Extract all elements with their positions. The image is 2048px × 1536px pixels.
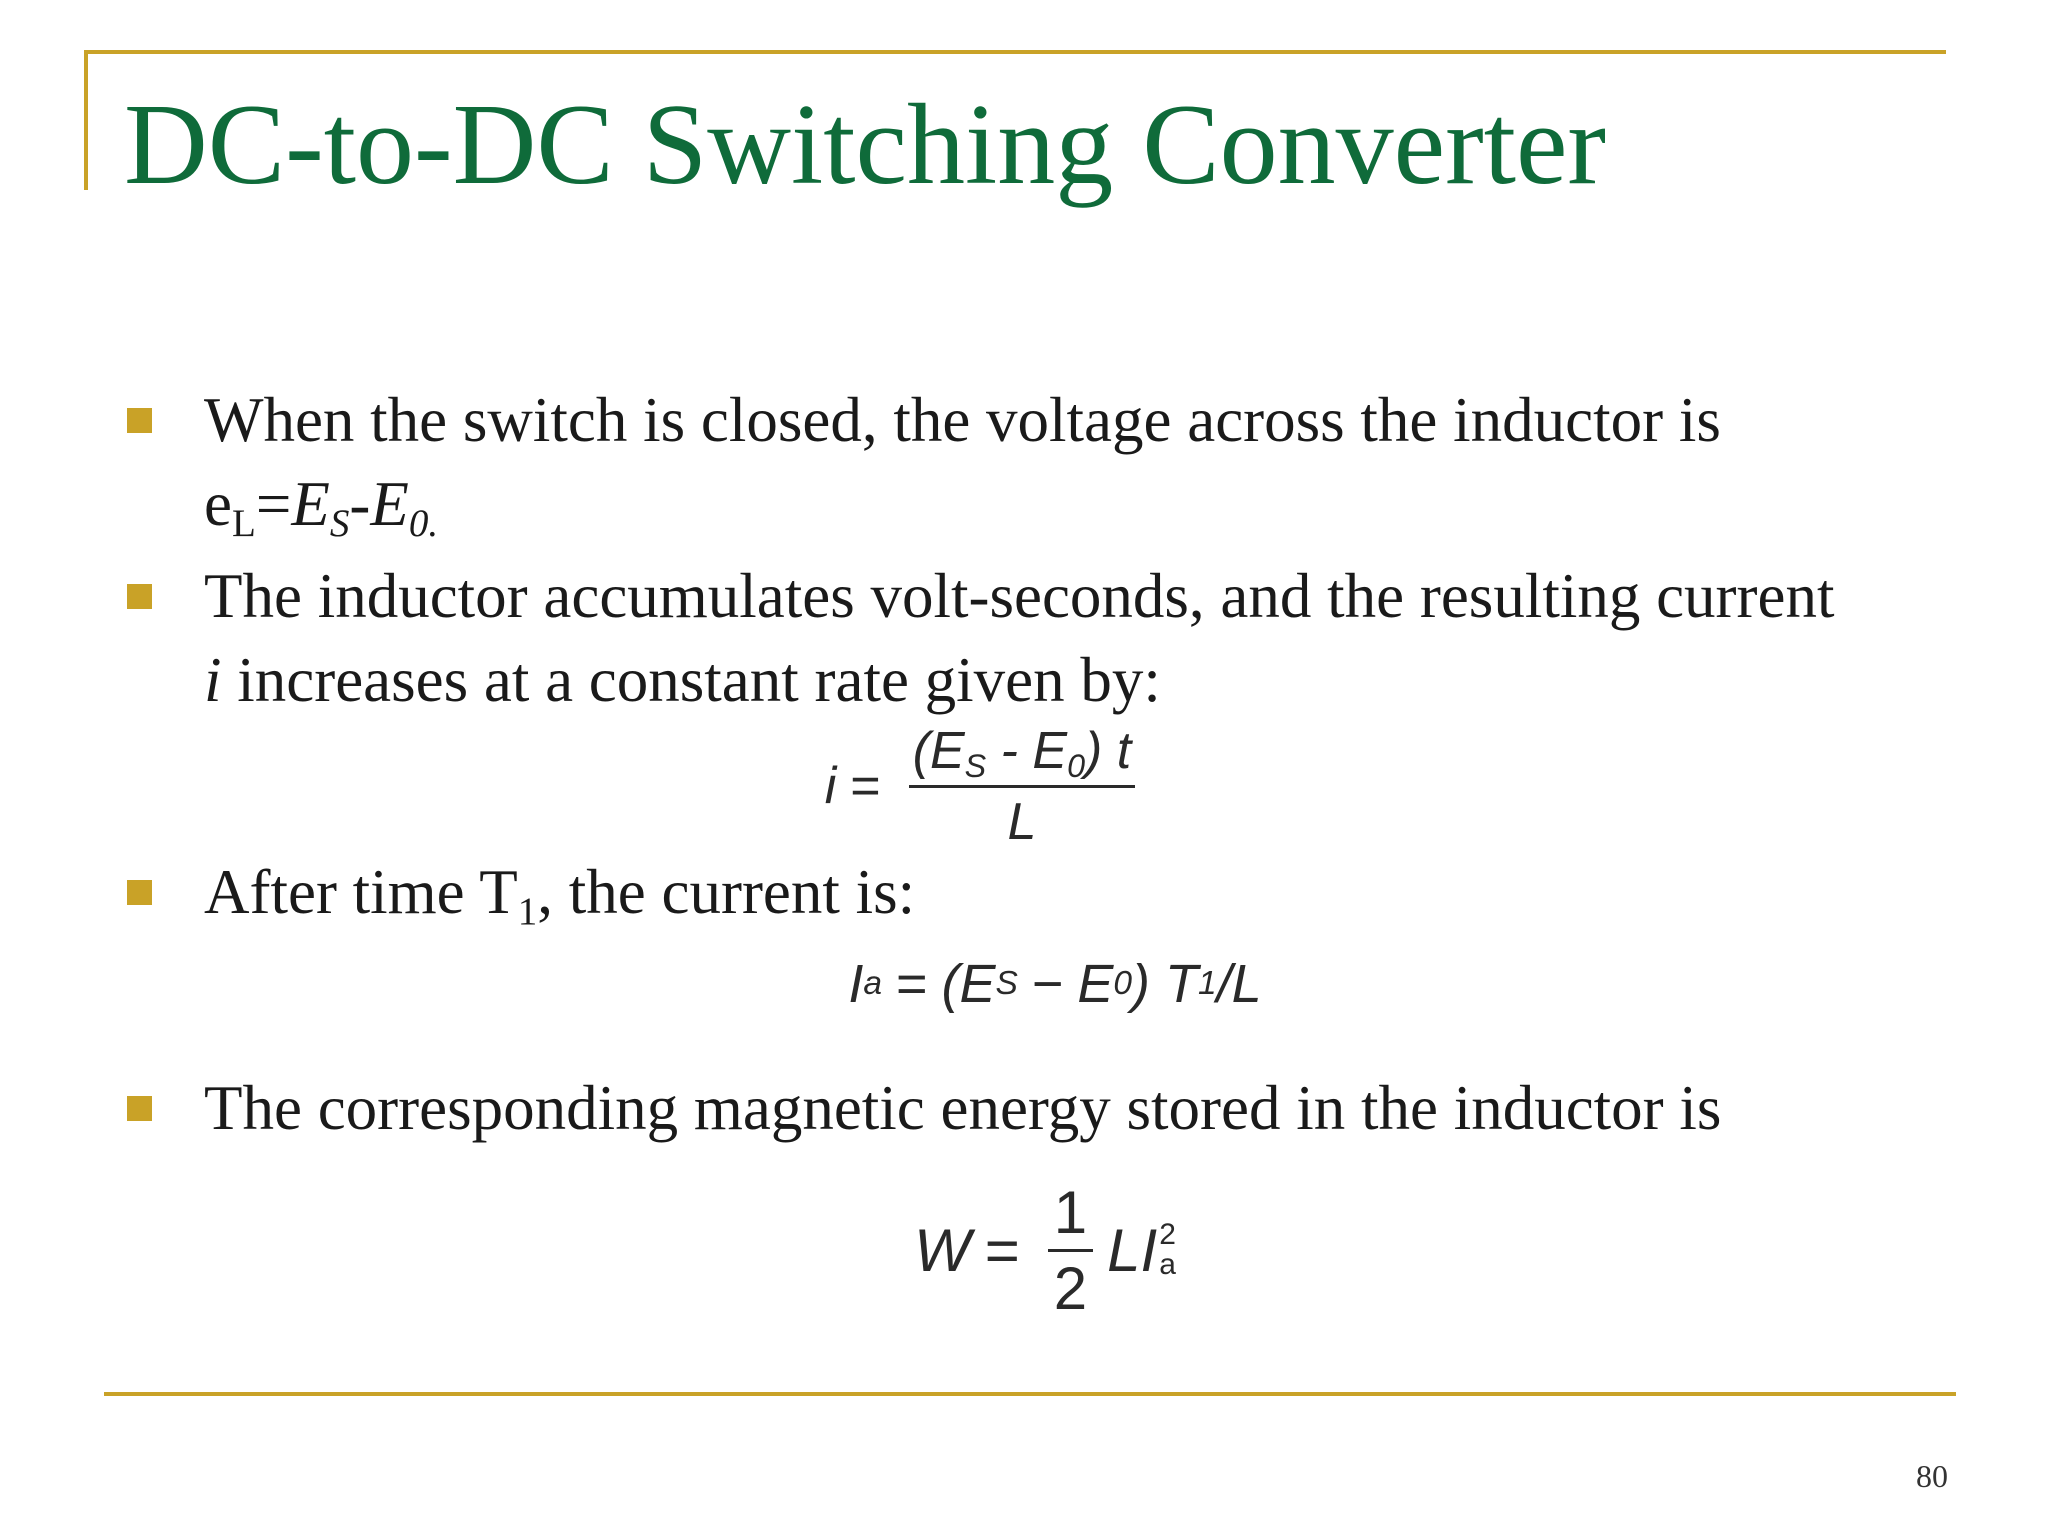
bullet-square-icon [127, 1096, 152, 1121]
peak-current-equation: I a = (E S − E 0 ) T 1 /L [848, 954, 1262, 1014]
bullet-text: increases at a constant rate given by: [237, 645, 1161, 715]
current-rate-equation: i = $\frac{(E_S - E_0) t}{L}$ [14, 722, 1946, 850]
bottom-rule [104, 1392, 1956, 1396]
magnetic-energy-equation: W = $\frac{1}{2}$ LI 2 a [914, 1178, 1176, 1322]
bullet-item [124, 378, 1946, 546]
current-variable: i [204, 645, 222, 715]
bullet-item [124, 554, 1946, 722]
slide-title: DC-to-DC Switching Converter [124, 81, 1607, 209]
bullet-text: After time T [204, 857, 518, 927]
bullet-item: After time $T_1$, the current is: [124, 850, 1946, 934]
inductor-voltage-formula: $e_L=E_S-E_{0.}$ [204, 469, 439, 545]
bullet-text: The inductor accumulates volt-seconds, and the resulting current [204, 561, 1835, 631]
bullet-text: The corresponding magnetic energy stored in the inductor is [204, 1073, 1722, 1143]
page-number: 80 [1916, 1458, 1948, 1494]
left-rule [84, 50, 88, 190]
fraction: $\frac{1}{2}$ [1048, 1178, 1093, 1323]
bullet-square-icon [127, 408, 152, 433]
bullet-square-icon [127, 880, 152, 905]
bullet-text: , the current is: [537, 857, 916, 927]
bullet-item [124, 1066, 1946, 1150]
bullet-square-icon [127, 584, 152, 609]
bullet-text: When the switch is closed, the voltage across the inductor is [204, 385, 1721, 455]
fraction: $\frac{(E_S - E_0) t}{L}$ [909, 721, 1136, 852]
slide-content [124, 378, 1946, 1340]
top-rule [84, 50, 1946, 54]
